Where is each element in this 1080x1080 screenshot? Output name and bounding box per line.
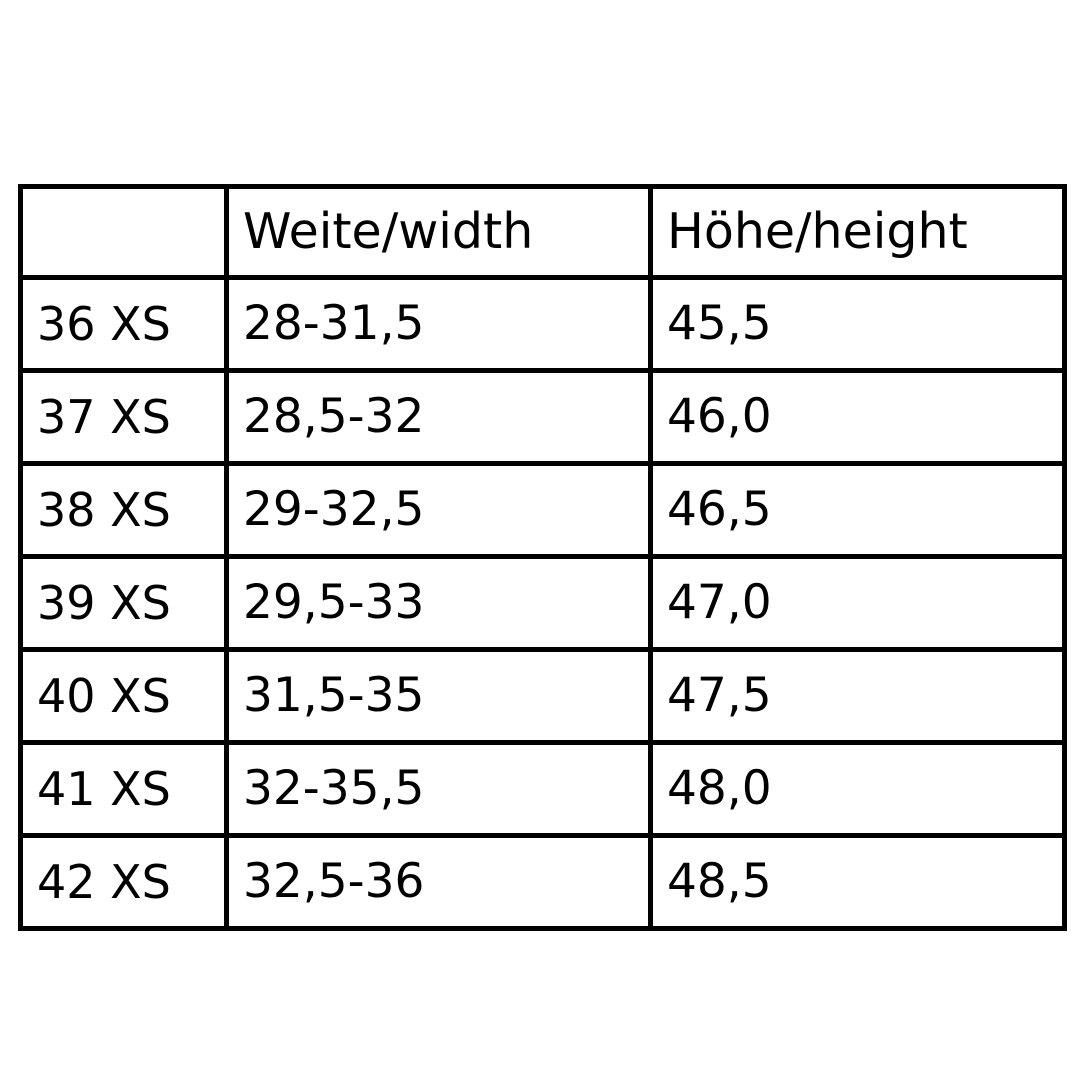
cell-height: 46,5: [651, 464, 1065, 557]
cell-size: 39 XS: [21, 557, 227, 650]
cell-width: 29-32,5: [227, 464, 651, 557]
cell-height: 48,0: [651, 743, 1065, 836]
table-row: [21, 650, 1065, 743]
table-row: [21, 278, 1065, 371]
cell-size: 40 XS: [21, 650, 227, 743]
table-row: [21, 836, 1065, 929]
table-row: [21, 464, 1065, 557]
cell-height: 47,0: [651, 557, 1065, 650]
cell-size: 38 XS: [21, 464, 227, 557]
column-header-size: [21, 187, 227, 278]
cell-width: 32-35,5: [227, 743, 651, 836]
cell-height: 46,0: [651, 371, 1065, 464]
cell-width: 29,5-33: [227, 557, 651, 650]
table-row: [21, 371, 1065, 464]
cell-size: 37 XS: [21, 371, 227, 464]
table-body: [21, 278, 1065, 929]
cell-size: 36 XS: [21, 278, 227, 371]
table-row: [21, 557, 1065, 650]
table-header-row: [21, 187, 1065, 278]
cell-width: 31,5-35: [227, 650, 651, 743]
cell-size: 42 XS: [21, 836, 227, 929]
cell-height: 45,5: [651, 278, 1065, 371]
column-header-height: Höhe/height: [651, 187, 1065, 278]
cell-height: 48,5: [651, 836, 1065, 929]
cell-width: 32,5-36: [227, 836, 651, 929]
table-header: [21, 187, 1065, 278]
size-chart-table: [18, 184, 1067, 931]
column-header-width: Weite/width: [227, 187, 651, 278]
cell-width: 28-31,5: [227, 278, 651, 371]
table-row: [21, 743, 1065, 836]
cell-size: 41 XS: [21, 743, 227, 836]
cell-width: 28,5-32: [227, 371, 651, 464]
cell-height: 47,5: [651, 650, 1065, 743]
